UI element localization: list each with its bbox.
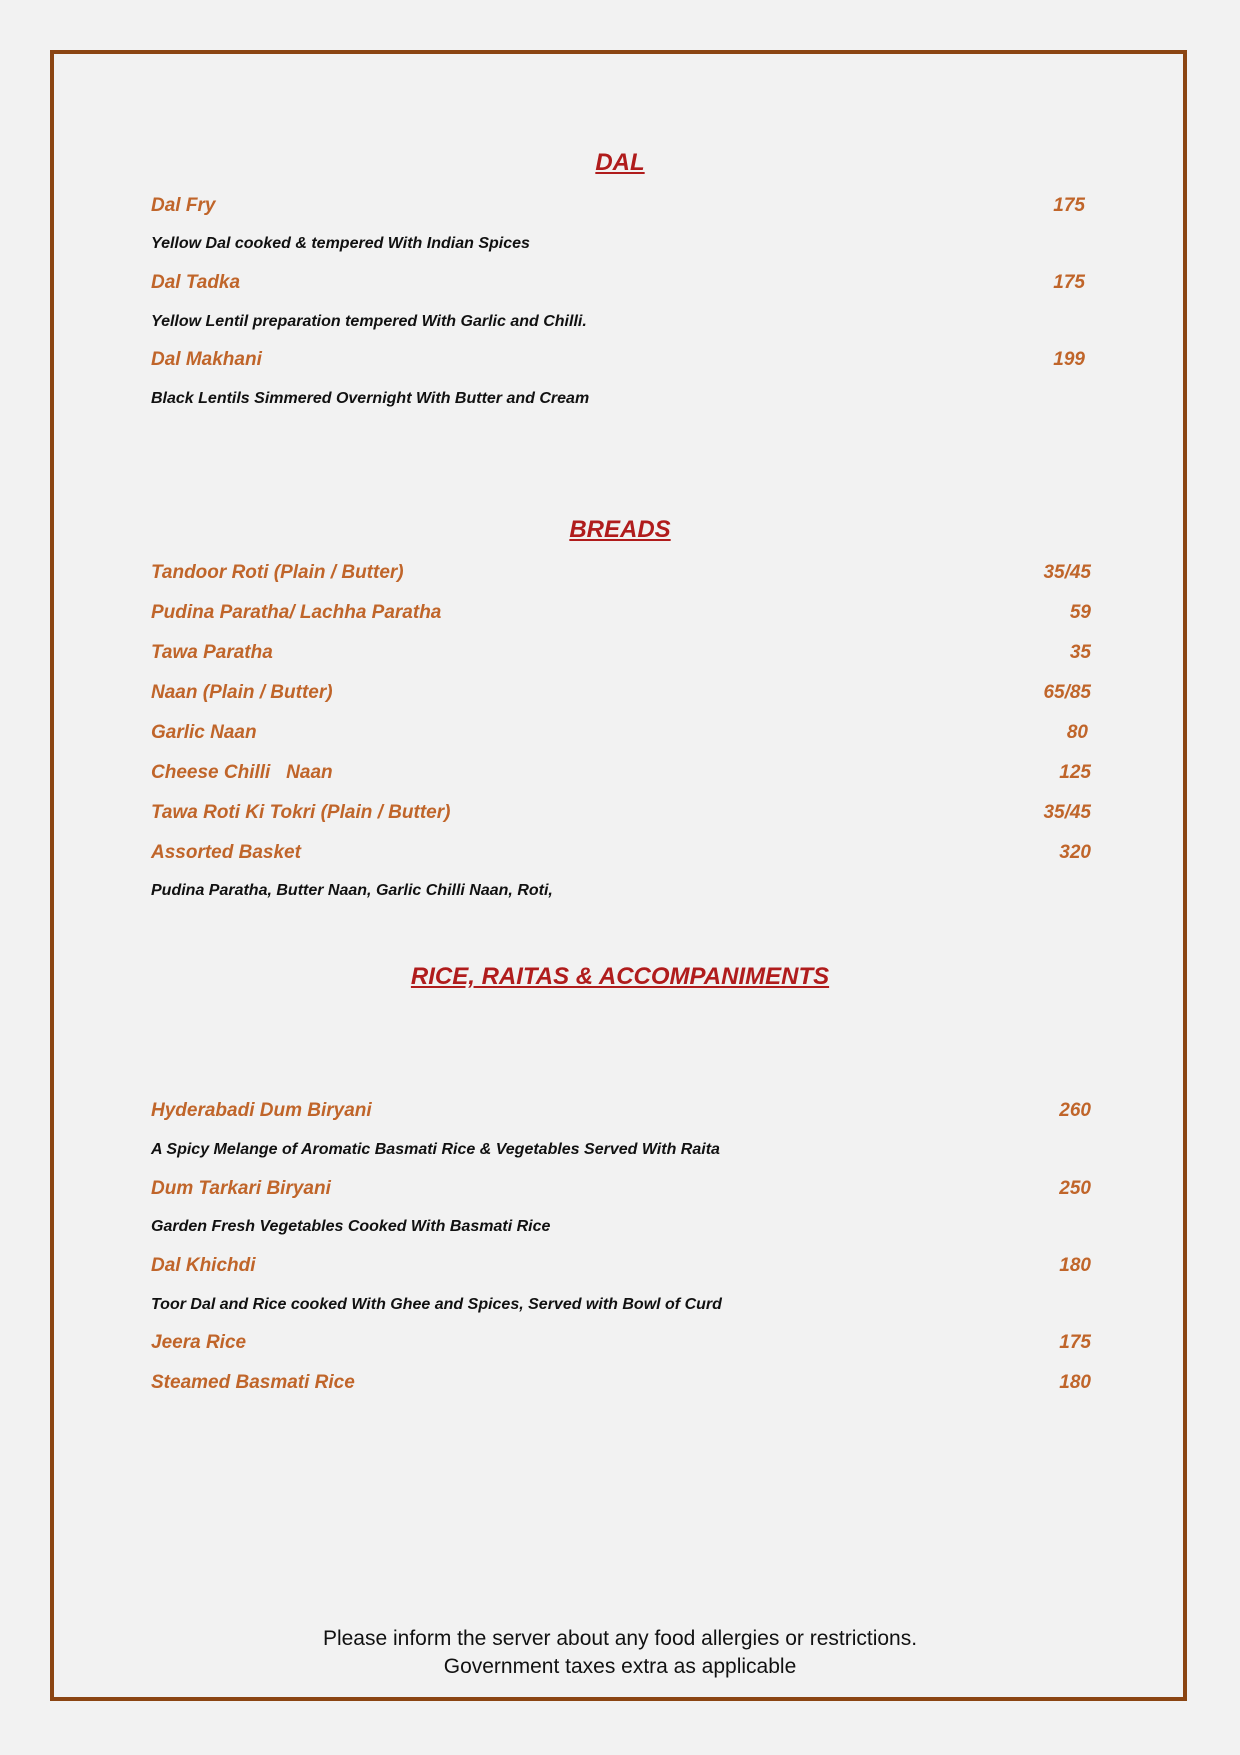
- menu-item-assorted-basket: [151, 840, 1091, 866]
- section-title-breads: BREADS: [569, 516, 671, 543]
- item-price: 180: [1059, 1372, 1091, 1393]
- item-price: 35/45: [1043, 562, 1091, 583]
- item-price: 125: [1059, 762, 1091, 783]
- item-description: Garden Fresh Vegetables Cooked With Basmati Rice: [151, 1218, 551, 1235]
- footer-allergy-notice: Please inform the server about any food allergies or restrictions.: [322, 1627, 918, 1650]
- item-description: A Spicy Melange of Aromatic Basmati Rice & Vegetables Served With Raita: [151, 1141, 720, 1158]
- item-name: Dum Tarkari Biryani: [151, 1178, 331, 1199]
- menu-item-dum-tarkari-biryani: [151, 1176, 1091, 1202]
- item-price: 175: [1053, 272, 1085, 293]
- item-description: Yellow Dal cooked & tempered With Indian Spices: [151, 235, 530, 252]
- item-name: Pudina Paratha/ Lachha Paratha: [151, 602, 442, 623]
- item-name: Tandoor Roti (Plain / Butter): [151, 562, 404, 583]
- menu-item-steamed-basmati-rice: [151, 1370, 1091, 1396]
- item-price: 80: [1066, 722, 1088, 743]
- menu-item-cheese-chilli-naan: [151, 760, 1091, 786]
- menu-item-dal-tadka: [151, 270, 1091, 296]
- menu-border: [50, 50, 1187, 1701]
- menu-item-dal-fry: [151, 193, 1091, 219]
- item-price: 59: [1069, 602, 1091, 623]
- menu-item-hyderabadi-dum-biryani: [151, 1098, 1091, 1124]
- item-description: Pudina Paratha, Butter Naan, Garlic Chilli Naan, Roti,: [151, 882, 553, 899]
- item-description: Yellow Lentil preparation tempered With Garlic and Chilli.: [151, 313, 587, 330]
- item-name: Steamed Basmati Rice: [151, 1372, 355, 1393]
- item-name: Naan (Plain / Butter): [151, 682, 333, 703]
- menu-item-dal-khichdi: [151, 1253, 1091, 1279]
- item-name: Tawa Paratha: [151, 642, 273, 663]
- item-name: Cheese Chilli Naan: [151, 762, 333, 783]
- footer-tax-notice: Government taxes extra as applicable: [443, 1655, 797, 1678]
- item-name: Jeera Rice: [151, 1332, 247, 1353]
- item-description: Toor Dal and Rice cooked With Ghee and Spices, Served with Bowl of Curd: [151, 1296, 722, 1313]
- item-name: Hyderabadi Dum Biryani: [151, 1100, 372, 1121]
- item-price: 65/85: [1043, 682, 1091, 703]
- item-name: Dal Tadka: [151, 272, 241, 293]
- menu-item-garlic-naan: [151, 720, 1091, 746]
- item-price: 175: [1059, 1332, 1091, 1353]
- menu-item-dal-makhani: [151, 347, 1091, 373]
- item-name: Assorted Basket: [151, 842, 301, 863]
- item-price: 180: [1059, 1255, 1091, 1276]
- item-price: 35: [1069, 642, 1091, 663]
- item-price: 199: [1053, 349, 1085, 370]
- item-price: 35/45: [1043, 802, 1091, 823]
- item-name: Dal Khichdi: [151, 1255, 256, 1276]
- menu-item-naan: [151, 680, 1091, 706]
- menu-item-jeera-rice: [151, 1330, 1091, 1356]
- item-name: Dal Makhani: [151, 349, 262, 370]
- section-title-rice: RICE, RAITAS & ACCOMPANIMENTS: [410, 963, 830, 990]
- item-price: 250: [1059, 1178, 1091, 1199]
- section-title-dal: DAL: [595, 149, 645, 176]
- menu-item-tawa-paratha: [151, 640, 1091, 666]
- item-description: Black Lentils Simmered Overnight With Butter and Cream: [151, 390, 590, 407]
- menu-item-tandoor-roti: [151, 560, 1091, 586]
- menu-item-tawa-roti-ki-tokri: [151, 800, 1091, 826]
- item-price: 175: [1053, 195, 1085, 216]
- item-name: Garlic Naan: [151, 722, 257, 743]
- item-name: Dal Fry: [151, 195, 216, 216]
- item-price: 260: [1059, 1100, 1091, 1121]
- menu-item-pudina-paratha: [151, 600, 1091, 626]
- item-name: Tawa Roti Ki Tokri (Plain / Butter): [151, 802, 451, 823]
- item-price: 320: [1059, 842, 1091, 863]
